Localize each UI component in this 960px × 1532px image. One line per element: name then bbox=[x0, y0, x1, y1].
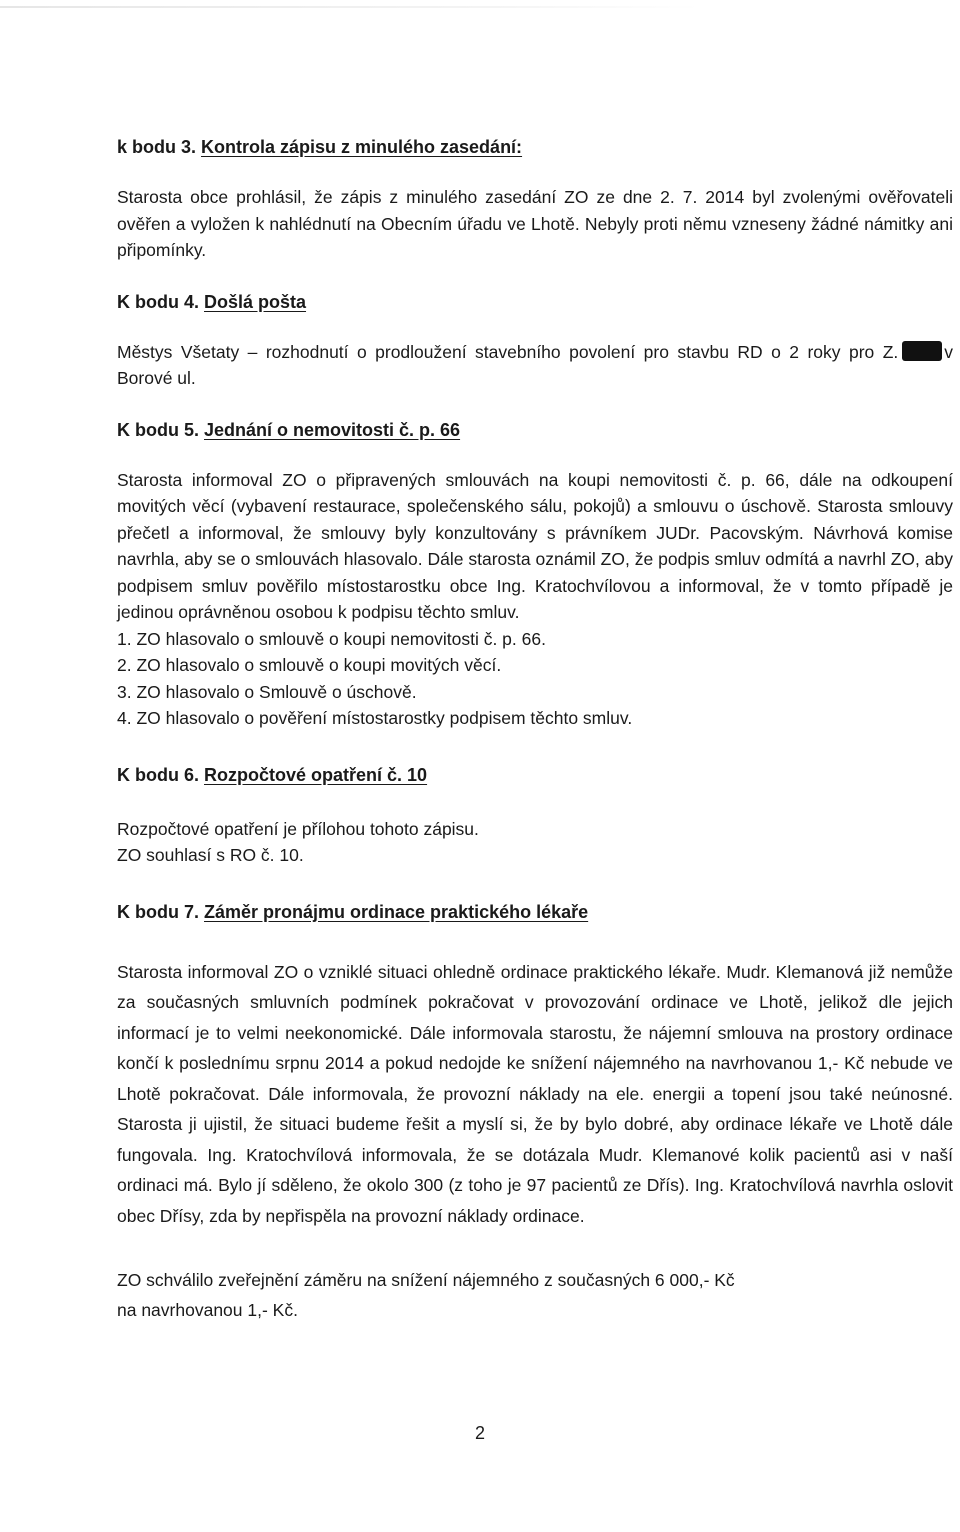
section-7-heading bbox=[117, 899, 953, 925]
list-item: 3. ZO hlasovalo o Smlouvě o úschově. bbox=[117, 681, 417, 702]
section-4-paragraph bbox=[117, 339, 953, 392]
section-5-title: Jednání o nemovitosti č. p. 66 bbox=[204, 419, 461, 440]
section-6-title: Rozpočtové opatření č. 10 bbox=[204, 764, 428, 785]
scan-edge-line bbox=[0, 6, 700, 8]
section-6-prefix: K bodu 6. bbox=[117, 764, 204, 785]
section-6-line: Rozpočtové opatření je přílohou tohoto zápisu. bbox=[117, 818, 479, 839]
section-7-line: ZO schválilo zveřejnění záměru na snížení nájemného z současných 6 000,- Kč bbox=[117, 1270, 735, 1290]
section-7-paragraph: Starosta informoval ZO o vzniklé situaci ohledně ordinace praktického lékaře. Mudr. Klemanová již nemůže za současných smluvních podmínek pokračovat v provozování ordinace ve Lhotě, jelikož dle jejich informací je to velmi neekonomické. Dále informovala starostu, že nájemní smlouva na prostory ordinace končí k poslednímu srpnu 2014 a pokud nedojde ke snížení nájemného na navrhovanou 1,- Kč nebude ve Lhotě pokračovat. Dále informovala, že provozní náklady na ele. energii a topení jsou také neúnosné. Starosta ji ujistil, že situaci budeme řešit a myslí si, že by bylo dobré, aby ordinace lékaře ve Lhotě dále fungovala. Ing. Kratochvílová informovala, že se dotázala Mudr. Klemanové kolik pacientů asi v naší ordinaci má. Bylo jí sděleno, že okolo 300 (z toho je 97 pacientů ze Dřís). Ing. Kratochvílová navrhla oslovit obec Dřísy, zda by nepřispěla na provozní náklady ordinace. bbox=[117, 961, 953, 1226]
section-7-prefix: K bodu 7. bbox=[117, 901, 204, 922]
section-7-line: na navrhovanou 1,- Kč. bbox=[117, 1300, 298, 1320]
section-5-paragraph: Starosta informoval ZO o připravených smlouvách na koupi nemovitosti č. p. 66, dále na odkoupení movitých věcí (vybavení restaurace, společenského sálu, pokojů) a smlouvu o úschově. Starosta smlouvy přečetl a informoval, že smlouvy byly konzultovány s právníkem JUDr. Pacovským. Návrhová komise navrhla, aby se o smlouvách hlasovalo. Dále starosta oznámil ZO, že podpis smluv odmítá a navrhl ZO, aby podpisem smluv pověřilo místostarostku obce Ing. Kratochvílovou a informoval, že v tomto případě je jedinou oprávněnou osobou k podpisu těchto smluv. bbox=[117, 469, 953, 622]
section-6-line: ZO souhlasí s RO č. 10. bbox=[117, 845, 304, 865]
list-item: 2. ZO hlasovalo o smlouvě o koupi movitých věcí. bbox=[117, 655, 502, 675]
page-number: 2 bbox=[474, 1423, 485, 1443]
section-5-heading bbox=[117, 417, 953, 443]
list-item: 1. ZO hlasovalo o smlouvě o koupi nemovitosti č. p. 66. bbox=[117, 628, 546, 649]
section-6-heading bbox=[117, 762, 953, 788]
section-3-paragraph: Starosta obce prohlásil, že zápis z minulého zasedání ZO ze dne 2. 7. 2014 byl zvolenými ověřovateli ověřen a vyložen k nahlédnutí na Obecním úřadu ve Lhotě. Nebyly proti němu vzneseny žádné námitky ani připomínky. bbox=[117, 187, 953, 260]
list-item: 4. ZO hlasovalo o pověření místostarostky podpisem těchto smluv. bbox=[117, 708, 633, 728]
section-3-prefix: k bodu 3. bbox=[117, 137, 202, 157]
section-7-title: Záměr pronájmu ordinace praktického lékaře bbox=[204, 901, 589, 922]
section-5-prefix: K bodu 5. bbox=[117, 419, 204, 440]
section-3-heading bbox=[117, 134, 953, 160]
section-4-prefix: K bodu 4. bbox=[117, 291, 204, 312]
section-3-title: Kontrola zápisu z minulého zasedání: bbox=[201, 137, 523, 157]
section-4-text-before: Městys Všetaty – rozhodnutí o prodloužení stavebního povolení pro stavbu RD o 2 roky pro Z. bbox=[117, 341, 899, 362]
document-page bbox=[117, 134, 953, 1325]
section-6-body bbox=[117, 816, 953, 869]
section-7-resolution bbox=[117, 1265, 953, 1325]
redaction-box bbox=[902, 341, 942, 361]
section-4-text-after: v Borové ul. bbox=[117, 341, 953, 388]
section-4-title: Došlá pošta bbox=[204, 291, 307, 312]
section-4-heading bbox=[117, 289, 953, 315]
section-5-vote-list bbox=[117, 626, 953, 732]
